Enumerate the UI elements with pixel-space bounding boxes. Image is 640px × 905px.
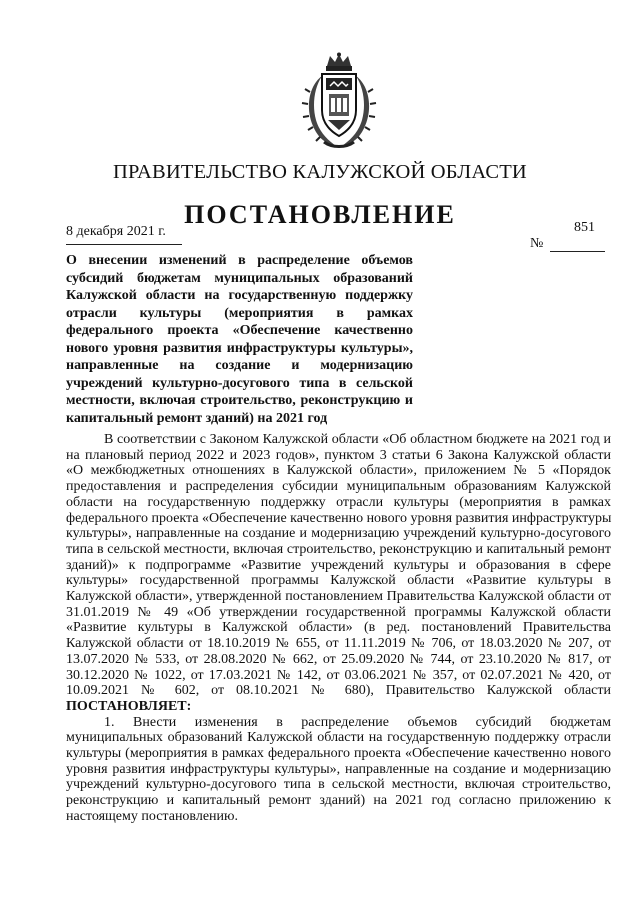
document-date: 8 декабря 2021 г. (66, 224, 166, 239)
body-line: федерального проекта «Обеспечение качественно нового уровня развития инфраструктуры (66, 510, 612, 526)
body-line: В соответствии с Законом Калужской области «Об областном бюджете на 2021 год и (104, 432, 611, 447)
subject-line: направленные на создание и модернизацию (66, 358, 413, 373)
body-line: на плановый период 2022 и 2023 годов», пунктом 3 статьи 6 Закона Калужской области (66, 447, 611, 463)
subject-line: федерального проекта «Обеспечение качественно (66, 323, 413, 338)
subject-line: учреждений культурно-досугового типа в сельской (66, 375, 413, 391)
body-line: зданий)» к подпрограмме «Развитие учреждений культуры и образования в сфере (66, 557, 611, 573)
subject-line: капитальный ремонт зданий) на 2021 год (66, 410, 328, 426)
body-line: области на государственную поддержку отрасли культуры (мероприятия в рамках (66, 494, 611, 510)
document-number: 851 (574, 220, 595, 235)
subject-line: О внесении изменений в распределение объемов (66, 253, 413, 268)
document-type-title: ПОСТАНОВЛЕНИЕ (184, 200, 456, 229)
body-line: Калужской области от 18.10.2019 № 655, от 11.11.2019 № 706, от 18.03.2020 № 207, от (66, 636, 611, 652)
body-line: 1. Внести изменения в распределение объемов субсидий бюджетам (104, 714, 611, 730)
body-line: 30.12.2020 № 1022, от 17.03.2021 № 142, от 03.06.2021 № 357, от 02.07.2021 № 420, от (66, 667, 611, 683)
body-line: учреждений культурно-досугового типа в сельской местности, включая строительство, (66, 777, 611, 793)
subject-line: субсидий бюджетам муниципальных образований (66, 270, 413, 286)
body-line: 10.09.2021 № 602, от 08.10.2021 № 680), Правительство Калужской области (66, 683, 611, 699)
subject-line: нового уровня развития инфраструктуры культуры», (66, 340, 413, 356)
body-line: «Развитие культуры в Калужской области» (в ред. постановлений Правительства (66, 620, 611, 636)
body-line: уровня развития инфраструктуры культуры», направленные на создание и модернизацию (66, 761, 611, 777)
government-title: ПРАВИТЕЛЬСТВО КАЛУЖСКОЙ ОБЛАСТИ (113, 161, 527, 183)
subject-line: отрасли культуры (мероприятия в рамках (66, 305, 413, 321)
coat-of-arms-emblem (300, 52, 378, 152)
resolves-heading: ПОСТАНОВЛЯЕТ: (66, 698, 192, 714)
body-line: Калужской области», утвержденной постановлением Правительства Калужской области от (66, 589, 611, 605)
date-underline (66, 244, 182, 245)
document-subject (66, 252, 413, 427)
body-line: культуры», направленные на создание и модернизацию учреждений культурно-досугового (66, 526, 611, 542)
body-line: типа в сельской местности, включая строительство, реконструкцию и капитальный ремонт (66, 541, 611, 557)
number-underline (550, 251, 605, 252)
body-line: предоставления и распределения субсидии муниципальным образованиям Калужской (66, 479, 611, 495)
body-line: «О межбюджетных отношениях в Калужской области», приложением № 5 «Порядок (66, 463, 611, 479)
body-line: настоящему постановлению. (66, 808, 238, 824)
body-line: культуры (мероприятия в рамках федерального проекта «Обеспечение качественно нового (66, 746, 611, 762)
subject-line: местности, включая строительство, реконструкцию и (66, 393, 413, 408)
body-line: культуры» государственной программы Калужской области «Развитие культуры в (66, 573, 611, 589)
body-line: 13.07.2020 № 533, от 28.08.2020 № 662, от 25.09.2020 № 744, от 23.10.2020 № 817, от (66, 651, 611, 667)
body-line: муниципальных образований Калужской области на государственную поддержку отрасли (66, 730, 611, 746)
number-label: № (530, 236, 544, 251)
body-line: 31.01.2019 № 49 «Об утверждении государственной программы Калужской области (66, 604, 611, 620)
body-line: реконструкцию и капитальный ремонт зданий) на 2021 год согласно приложению к (66, 793, 611, 809)
document-body (66, 432, 611, 825)
subject-line: Калужской области на государственную поддержку (66, 288, 413, 303)
